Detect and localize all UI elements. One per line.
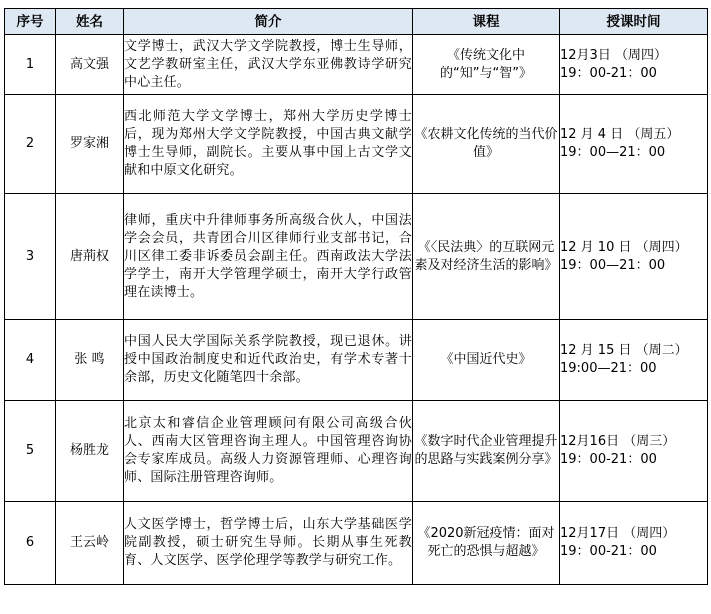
lecturer-bio: 文学博士，武汉大学文学院教授，博士生导师，文艺学教研室主任，武汉大学东亚佛教诗学研究中心主任。 — [124, 35, 413, 95]
row-number: 1 — [5, 35, 56, 95]
lecture-time — [560, 95, 708, 194]
row-number: 5 — [5, 401, 56, 502]
lecturer-name: 高文强 — [56, 35, 124, 95]
lecture-hours: 19：00—21：00 — [560, 257, 666, 273]
table-row — [5, 95, 708, 194]
column-header-time: 授课时间 — [560, 9, 708, 35]
lecture-time — [560, 320, 708, 401]
column-header-course: 课程 — [413, 9, 560, 35]
course-title: 《2020新冠疫情：面对死亡的恐惧与超越》 — [413, 502, 560, 585]
course-title: 《〈民法典〉的互联网元素及对经济生活的影响》 — [413, 194, 560, 320]
lecture-time — [560, 194, 708, 320]
course-title: 《农耕文化传统的当代价值》 — [413, 95, 560, 194]
lecturer-name: 王云岭 — [56, 502, 124, 585]
lecturer-name: 杨胜龙 — [56, 401, 124, 502]
lecture-date: 12月17日 （周四） — [560, 526, 676, 541]
course-title: 《中国近代史》 — [413, 320, 560, 401]
row-number: 2 — [5, 95, 56, 194]
row-number: 3 — [5, 194, 56, 320]
lecturer-bio: 中国人民大学国际关系学院教授，现已退休。讲授中国政治制度史和近代政治史，有学术专著十余部，历史文化随笔四十余部。 — [124, 320, 413, 401]
lecture-hours: 19：00—21：00 — [560, 145, 666, 160]
course-title: 《数字时代企业管理提升的思路与实践案例分享》 — [413, 401, 560, 502]
table-row — [5, 502, 708, 585]
lecture-hours: 19：00-21：00 — [560, 65, 657, 81]
column-header-no: 序号 — [5, 9, 56, 35]
lecturer-name: 张 鸣 — [56, 320, 124, 401]
lecture-time — [560, 401, 708, 502]
table-row — [5, 194, 708, 320]
table-row — [5, 35, 708, 95]
lecture-hours: 19：00-21：00 — [560, 452, 657, 467]
lecturer-name: 唐荊权 — [56, 194, 124, 320]
lecturer-bio: 北京太和睿信企业管理顾问有限公司高级合伙人、西南大区管理咨询主理人。中国管理咨询协会专家库成员。高级人力资源管理师、心理咨询师、国际注册管理咨询师。 — [124, 401, 413, 502]
lecture-hours: 19：00-21：00 — [560, 544, 657, 559]
table-row — [5, 320, 708, 401]
lecture-date: 12 月 10 日 （周四） — [560, 239, 688, 255]
course-title: 《传统文化中的“知”与“智”》 — [413, 35, 560, 95]
lecture-time — [560, 502, 708, 585]
row-number: 4 — [5, 320, 56, 401]
lecture-date: 12月3日 （周四） — [560, 47, 667, 63]
row-number: 6 — [5, 502, 56, 585]
lecture-time — [560, 35, 708, 95]
header-row — [5, 9, 708, 35]
column-header-name: 姓名 — [56, 9, 124, 35]
lecture-hours: 19:00—21：00 — [560, 361, 657, 376]
lecturer-bio: 人文医学博士，哲学博士后，山东大学基础医学院副教授，硕士研究生导师。长期从事生死教育、人文医学、医学伦理学等教学与研究工作。 — [124, 502, 413, 585]
lecturer-bio: 律师，重庆中升律师事务所高级合伙人，中国法学会会员，共青团合川区律师行业支部书记，合川区律工委非诉委员会副主任。西南政法大学法学学士，南开大学管理学硕士，南开大学行政管理在读博士。 — [124, 194, 413, 320]
lecture-date: 12月16日 （周三） — [560, 434, 676, 449]
lecturer-name: 罗家湘 — [56, 95, 124, 194]
lecture-date: 12 月 15 日 （周二） — [560, 343, 688, 358]
lecturer-bio: 西北师范大学文学博士，郑州大学历史学博士后，现为郑州大学文学院教授，中国古典文献学博士生导师，副院长。主要从事中国上古文学文献和中原文化研究。 — [124, 95, 413, 194]
column-header-bio: 简介 — [124, 9, 413, 35]
table-row — [5, 401, 708, 502]
lecture-schedule-table — [4, 8, 708, 585]
lecture-date: 12 月 4 日 （周五） — [560, 127, 680, 142]
